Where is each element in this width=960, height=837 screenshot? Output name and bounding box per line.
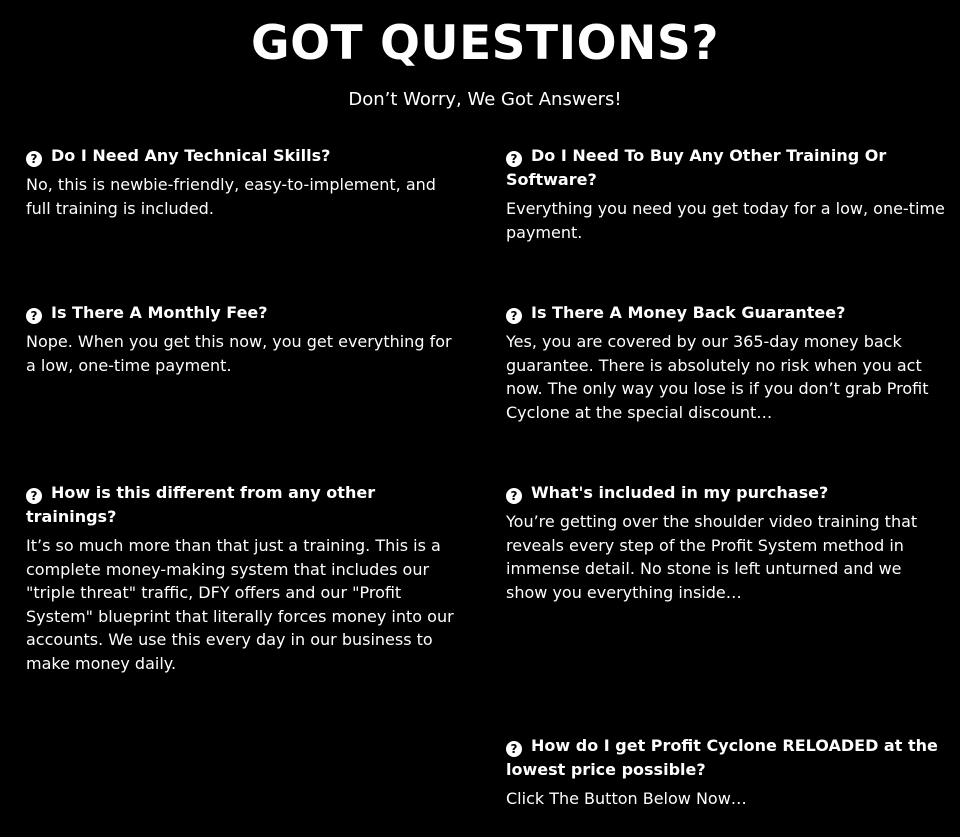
question-circle-icon: ? — [26, 151, 42, 167]
faq-item-whats-included — [506, 481, 946, 604]
faq-item-how-different — [26, 481, 462, 676]
question-circle-icon: ? — [26, 308, 42, 324]
faq-item-technical-skills — [26, 144, 462, 220]
faq-question-text: Is There A Money Back Guarantee? — [531, 303, 846, 322]
faq-question — [506, 481, 946, 505]
question-circle-icon: ? — [506, 151, 522, 167]
faq-question — [26, 144, 462, 168]
question-circle-icon: ? — [506, 741, 522, 757]
faq-question — [26, 301, 462, 325]
faq-question — [26, 481, 462, 529]
faq-answer: It’s so much more than that just a training. This is a complete money-making system that includes our "triple threat" traffic, DFY offers and our "Profit System" blueprint that literally forces money into our accounts. We use this every day in our business to make money daily. — [26, 536, 454, 673]
page-title: GOT QUESTIONS? — [251, 16, 719, 71]
faq-answer: Click The Button Below Now… — [506, 789, 747, 808]
faq-question-text: How do I get Profit Cyclone RELOADED at the lowest price possible? — [506, 736, 938, 779]
faq-question — [506, 301, 946, 325]
faq-answer: Yes, you are covered by our 365-day money back guarantee. There is absolutely no risk when you act now. The only way you lose is if you don’t grab Profit Cyclone at the special discount… — [506, 332, 929, 422]
faq-question-text: Do I Need Any Technical Skills? — [51, 146, 331, 165]
faq-item-other-training — [506, 144, 946, 244]
faq-item-lowest-price — [506, 734, 946, 811]
faq-item-money-back-guarantee — [506, 301, 946, 424]
faq-item-monthly-fee — [26, 301, 462, 377]
faq-question — [506, 734, 946, 782]
faq-question-text: Is There A Monthly Fee? — [51, 303, 268, 322]
faq-answer: Nope. When you get this now, you get everything for a low, one-time payment. — [26, 332, 452, 375]
faq-question-text: How is this different from any other trainings? — [26, 483, 376, 526]
question-circle-icon: ? — [506, 488, 522, 504]
question-circle-icon: ? — [26, 488, 42, 504]
page-subtitle: Don’t Worry, We Got Answers! — [348, 89, 622, 110]
question-circle-icon: ? — [506, 308, 522, 324]
faq-answer: You’re getting over the shoulder video training that reveals every step of the Profit System method in immense detail. No stone is left unturned and we show you everything inside… — [506, 512, 918, 602]
faq-question-text: What's included in my purchase? — [531, 483, 829, 502]
faq-answer: Everything you need you get today for a low, one-time payment. — [506, 199, 945, 242]
faq-question-text: Do I Need To Buy Any Other Training Or Software? — [506, 146, 887, 189]
faq-answer: No, this is newbie-friendly, easy-to-implement, and full training is included. — [26, 175, 436, 218]
faq-question — [506, 144, 946, 192]
